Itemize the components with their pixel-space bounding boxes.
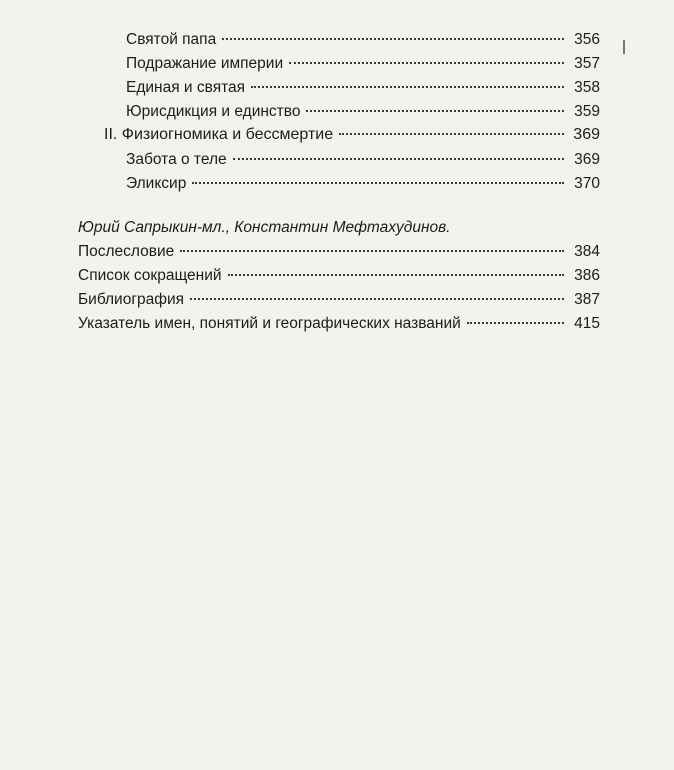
toc-page-number: 386 <box>574 267 600 284</box>
dot-leader <box>190 298 564 300</box>
toc-entry <box>78 290 600 310</box>
toc-page-number: 359 <box>574 103 600 120</box>
toc-chapter-entry <box>104 125 600 145</box>
dot-leader <box>289 62 564 64</box>
toc-page-number: 387 <box>574 291 600 308</box>
toc-entry-title: Забота о теле <box>126 151 227 168</box>
dot-leader <box>192 182 564 184</box>
toc-entry <box>126 150 600 170</box>
toc-entry-title: Эликсир <box>126 175 187 192</box>
author-line: Юрий Сапрыкин-мл., Константин Мефтахудинов. <box>78 219 451 236</box>
toc-page-number: 384 <box>574 243 600 260</box>
dot-leader <box>233 158 564 160</box>
dot-leader <box>251 86 564 88</box>
toc-page-number: 369 <box>573 126 600 143</box>
toc-entry <box>126 54 600 74</box>
page-mark <box>623 40 625 54</box>
dot-leader <box>339 133 564 135</box>
dot-leader <box>306 110 564 112</box>
toc-page-number: 415 <box>574 315 600 332</box>
toc-entry-title: Послесловие <box>78 243 175 260</box>
toc-page-number: 357 <box>574 55 600 72</box>
toc-entry-title: Святой папа <box>126 31 217 48</box>
toc-entry-title: Единая и святая <box>126 79 246 96</box>
toc-entry <box>126 78 600 98</box>
toc-entry <box>126 174 600 194</box>
toc-entry <box>126 30 600 50</box>
toc-entry <box>78 266 600 286</box>
dot-leader <box>228 274 564 276</box>
toc-entry-title: Указатель имен, понятий и географических названий <box>78 315 461 332</box>
toc-chapter-title: II. Физиогномика и бессмертие <box>104 126 334 143</box>
toc-entry-title: Библиография <box>78 291 185 308</box>
toc-entry-title: Подражание империи <box>126 55 284 72</box>
toc-page-number: 356 <box>574 31 600 48</box>
dot-leader <box>180 250 564 252</box>
dot-leader <box>467 322 564 324</box>
toc-entry-title: Список сокращений <box>78 267 222 284</box>
toc-entry <box>126 102 600 122</box>
toc-page-number: 369 <box>574 151 600 168</box>
toc-page-number: 358 <box>574 79 600 96</box>
toc-entry-title: Юрисдикция и единство <box>126 103 301 120</box>
toc-page-number: 370 <box>574 175 600 192</box>
toc-entry <box>78 314 600 334</box>
toc-entry <box>78 242 600 262</box>
dot-leader <box>222 38 564 40</box>
